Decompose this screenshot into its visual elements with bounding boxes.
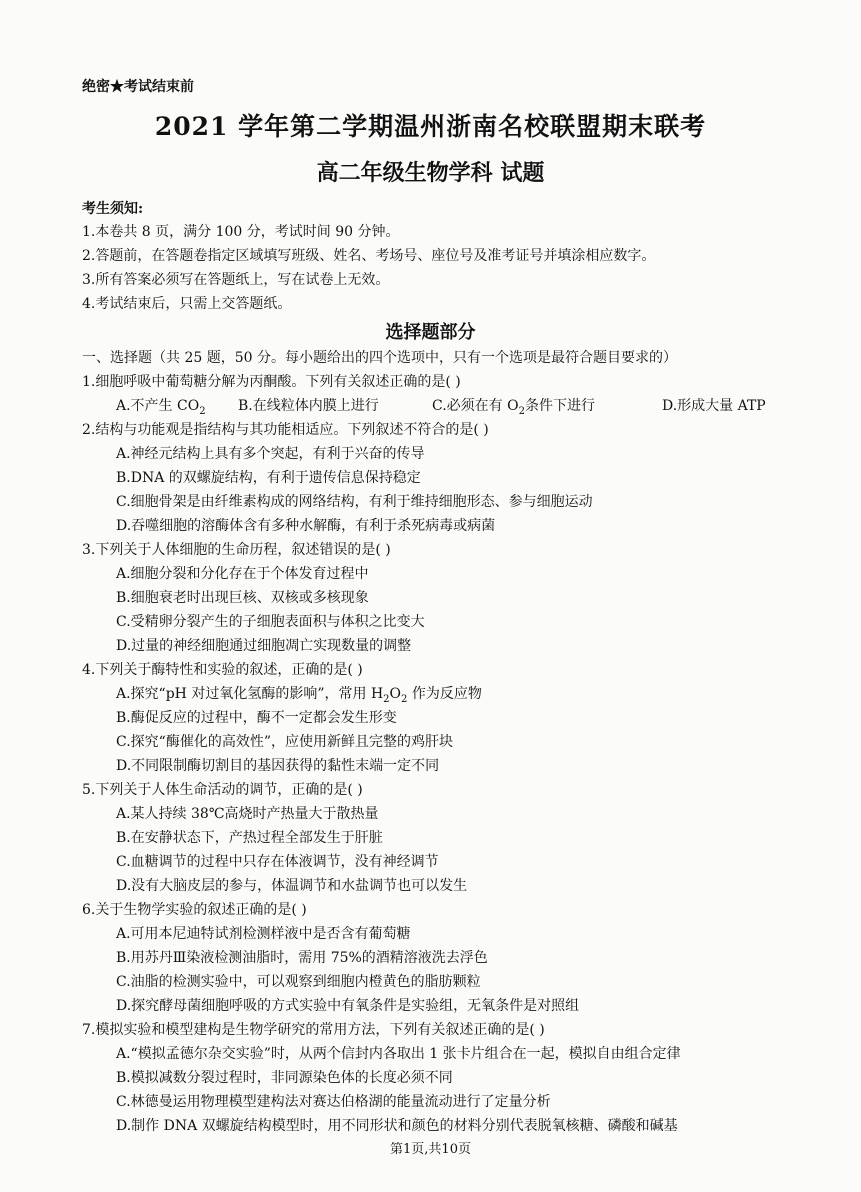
- option-a: A.可用本尼迪特试剂检测样液中是否含有葡萄糖: [116, 926, 411, 942]
- option-a: A.神经元结构上具有多个突起，有利于兴奋的传导: [116, 446, 425, 462]
- option-d: D.吞噬细胞的溶酶体含有多种水解酶，有利于杀死病毒或病菌: [116, 518, 496, 534]
- questions: [82, 346, 782, 1138]
- question-7-stem: 7.模拟实验和模型建构是生物学研究的常用方法，下列有关叙述正确的是( ): [82, 1022, 545, 1038]
- option-c: C.受精卵分裂产生的子细胞表面积与体积之比变大: [116, 614, 425, 630]
- option-b: B.DNA 的双螺旋结构，有利于遗传信息保持稳定: [116, 470, 421, 486]
- question-1-options: [82, 394, 782, 418]
- option-c: C.必须在有 $O_2$条件下进行: [432, 398, 595, 417]
- option-c: C.林德曼运用物理模型建构法对赛达伯格湖的能量流动进行了定量分析: [116, 1094, 551, 1110]
- question-1-stem: 1.细胞呼吸中葡萄糖分解为丙酮酸。下列有关叙述正确的是( ): [82, 374, 461, 390]
- question-5-stem: 5.下列关于人体生命活动的调节，正确的是( ): [82, 782, 363, 798]
- option-c: C.血糖调节的过程中只存在体液调节，没有神经调节: [116, 854, 439, 870]
- option-a: A.某人持续 38℃高烧时产热量大于散热量: [116, 806, 379, 822]
- exam-notes: [82, 198, 655, 316]
- option-b: B.在安静状态下，产热过程全部发生于肝脏: [116, 830, 383, 846]
- exam-title: 2021 学年第二学期温州浙南名校联盟期末联考: [154, 112, 707, 141]
- note-item: 4.考试结束后，只需上交答题纸。: [82, 296, 292, 312]
- option-a: A.探究“pH 对过氧化氢酶的影响”，常用 $H_2O_2$ 作为反应物: [116, 686, 482, 705]
- section-instructions: 一、选择题（共 25 题，50 分。每小题给出的四个选项中，只有一个选项是最符合题目要求的）: [82, 350, 677, 366]
- option-b: B.细胞衰老时出现巨核、双核或多核现象: [116, 590, 369, 606]
- question-3-stem: 3.下列关于人体细胞的生命历程，叙述错误的是( ): [82, 542, 391, 558]
- notes-heading: 考生须知:: [82, 201, 144, 217]
- option-d: D.形成大量 ATP: [662, 398, 766, 414]
- option-d: D.没有大脑皮层的参与，体温调节和水盐调节也可以发生: [116, 878, 468, 894]
- option-b: B.用苏丹Ⅲ染液检测油脂时，需用 75%的酒精溶液洗去浮色: [116, 950, 488, 966]
- option-c: C.细胞骨架是由纤维素构成的网络结构，有利于维持细胞形态、参与细胞运动: [116, 494, 593, 510]
- option-b: B.模拟减数分裂过程时，非同源染色体的长度必须不同: [116, 1070, 453, 1086]
- section-title: 选择题部分: [385, 322, 476, 343]
- option-d: D.过量的神经细胞通过细胞凋亡实现数量的调整: [116, 638, 412, 654]
- option-d: D.制作 DNA 双螺旋结构模型时，用不同形状和颜色的材料分别代表脱氧核糖、磷酸和碱基: [116, 1118, 678, 1134]
- note-item: 2.答题前，在答题卷指定区域填写班级、姓名、考场号、座位号及准考证号并填涂相应数字。: [82, 248, 656, 264]
- option-c: C.探究“酶催化的高效性”，应使用新鲜且完整的鸡肝块: [116, 734, 453, 750]
- option-a: A.不产生 $CO_2$: [116, 398, 206, 417]
- secret-label: 绝密★考试结束前: [82, 79, 194, 95]
- option-c: C.油脂的检测实验中，可以观察到细胞内橙黄色的脂肪颗粒: [116, 974, 481, 990]
- question-4-stem: 4.下列关于酶特性和实验的叙述，正确的是( ): [82, 662, 363, 678]
- note-item: 3.所有答案必须写在答题纸上，写在试卷上无效。: [82, 272, 390, 288]
- option-d: D.探究酵母菌细胞呼吸的方式实验中有氧条件是实验组，无氧条件是对照组: [116, 998, 580, 1014]
- option-d: D.不同限制酶切割目的基因获得的黏性末端一定不同: [116, 758, 440, 774]
- option-b: B.酶促反应的过程中，酶不一定都会发生形变: [116, 710, 397, 726]
- note-item: 1.本卷共 8 页，满分 100 分，考试时间 90 分钟。: [82, 224, 400, 240]
- option-a: A.“模拟孟德尔杂交实验”时，从两个信封内各取出 1 张卡片组合在一起，模拟自由组合定律: [116, 1046, 681, 1062]
- option-b: B.在线粒体内膜上进行: [238, 398, 379, 414]
- question-2-stem: 2.结构与功能观是指结构与其功能相适应。下列叙述不符合的是( ): [82, 422, 489, 438]
- option-a: A.细胞分裂和分化存在于个体发育过程中: [116, 566, 369, 582]
- page-number: 第1页,共10页: [390, 1142, 471, 1157]
- question-6-stem: 6.关于生物学实验的叙述正确的是( ): [82, 902, 307, 918]
- exam-subtitle: 高二年级生物学科 试题: [316, 160, 545, 186]
